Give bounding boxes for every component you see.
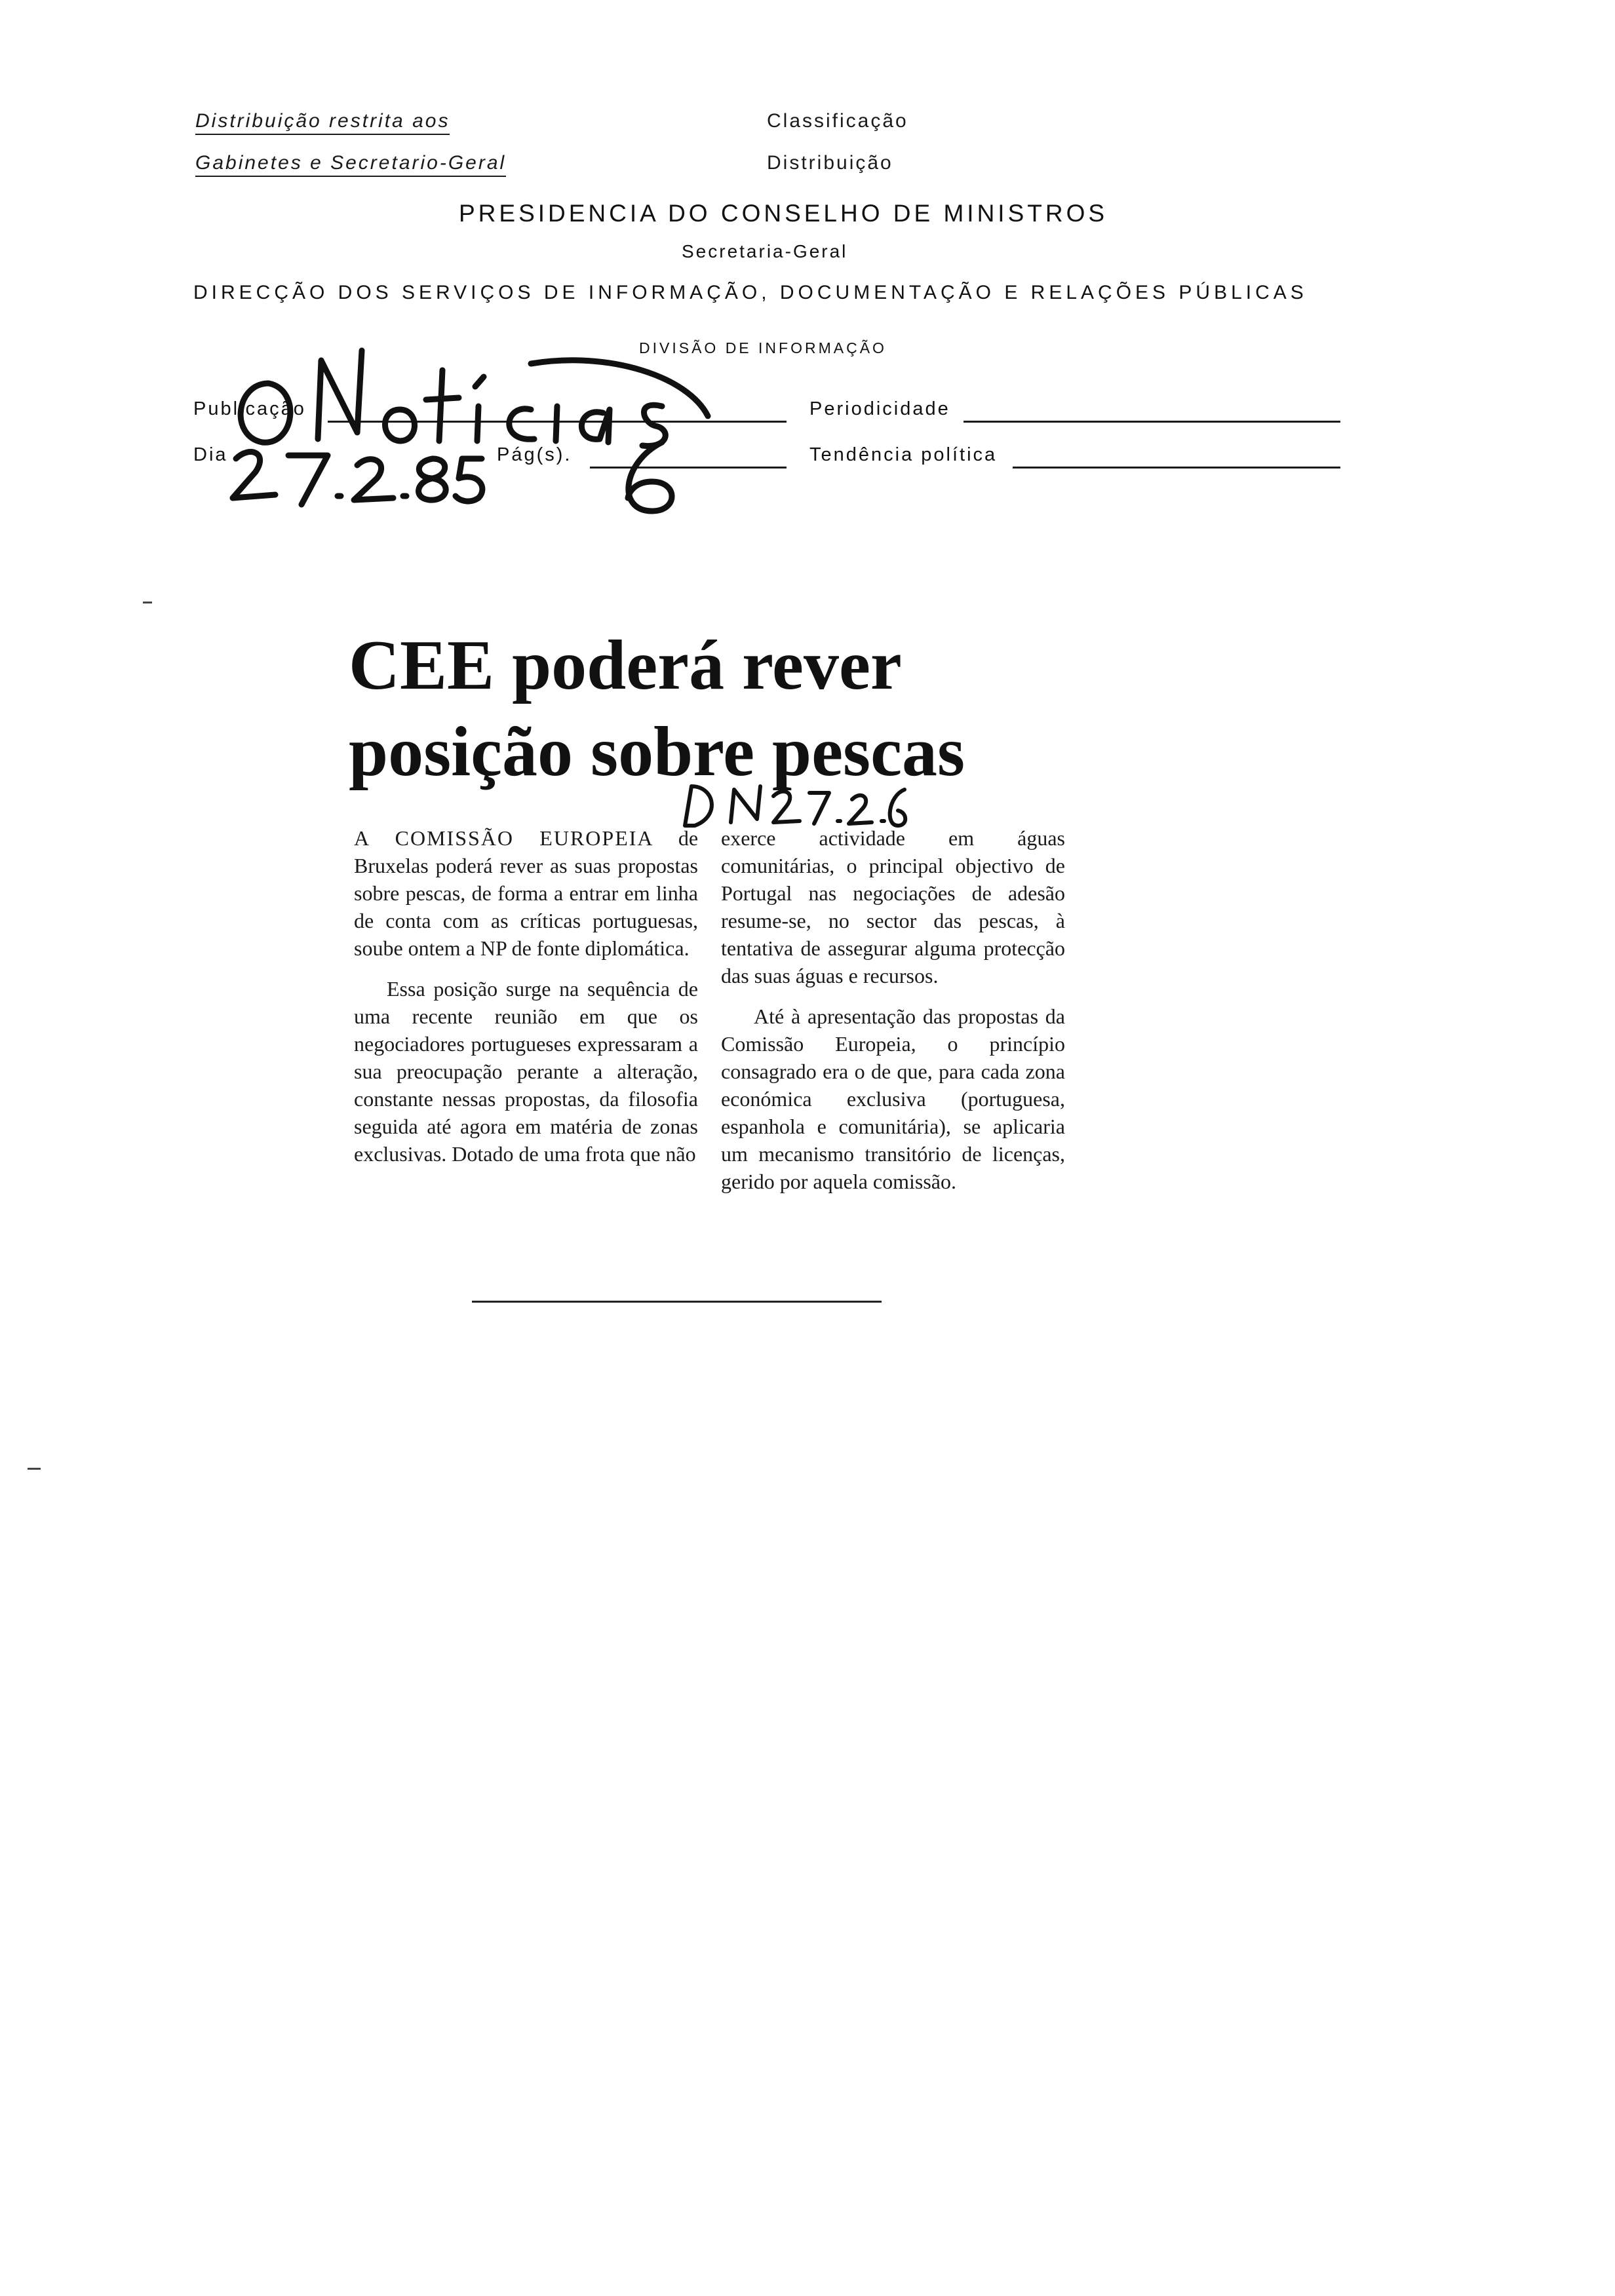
pages-label: Pág(s). [497,444,572,465]
distribution-restriction-line2: Gabinetes e Secretario-Geral [195,152,506,177]
scan-speck [28,1468,41,1470]
scan-speck [143,602,152,603]
article-paragraph: Essa posição surge na sequência de uma recente reunião em que os negociadores portugueses expressaram a sua preocupação perante a alteração, constante nessas propostas, da filosofia seguida até agora em matéria de zonas exclusivas. Dotado de uma frota que não [354,977,698,1166]
handwritten-publication-stroke [385,410,415,441]
article-column-left [354,824,698,1181]
distribution-label: Distribuição [767,152,893,174]
article-lead-caps: A COMISSÃO EUROPEIA [354,826,654,850]
political-tendency-field-line [1013,467,1340,469]
handwritten-publication-stroke [556,406,557,441]
handwritten-date-stroke [233,452,275,498]
institution-title: PRESIDENCIA DO CONSELHO DE MINISTROS [459,200,1108,227]
article-end-rule [472,1301,882,1303]
handwritten-date-stroke [288,455,328,505]
article-headline: CEE poderá rever posição sobre pescas [349,626,965,791]
handwritten-publication-stroke [581,410,610,442]
classification-label: Classificação [767,110,908,132]
periodicity-label: Periodicidade [809,398,950,419]
day-label: Dia [193,444,228,465]
handwritten-annotation [190,324,846,514]
article-paragraph-text: de Bruxelas poderá rever as suas propostas sobre pescas, de forma a entrar em linha de conta com as críticas portuguesas, soube ontem a NP de fonte diplomática. [354,826,699,960]
distribution-restriction-line1: Distribuição restrita aos [195,110,450,135]
handwritten-publication-stroke [426,370,459,441]
handwritten-publication-stroke [475,377,484,441]
handwritten-date-stroke [456,459,482,501]
handwritten-publication-stroke [509,409,534,439]
article-paragraph [354,824,698,962]
political-tendency-label: Tendência política [809,444,998,465]
directorate-line: DIRECÇÃO DOS SERVIÇOS DE INFORMAÇÃO, DOCUMENTAÇÃO E RELAÇÕES PÚBLICAS [193,282,1308,303]
handwritten-date-stroke [419,459,446,500]
handwritten-date-stroke [354,459,393,500]
article-paragraph: Até à apresentação das propostas da Comissão Europeia, o princípio consagrado era o de que, para cada zona económica exclusiva (portuguesa, espanhola e comunitária), se aplicaria um mecanismo transitório de licenças, gerido por aquela comissão. [721,1004,1065,1193]
handwritten-publication-stroke [241,383,290,442]
handwritten-page-stroke [628,442,672,511]
secretariat-subtitle: Secretaria-Geral [682,241,848,261]
division-line: DIVISÃO DE INFORMAÇÃO [639,339,887,356]
periodicity-field-line [963,421,1340,423]
article-column-right [721,824,1065,1208]
article-paragraph: exerce actividade em águas comunitárias, o principal objectivo de Portugal nas negociações de adesão resume-se, no sector das pescas, à tentativa de assegurar alguma protecção das suas águas e recursos. [721,826,1065,987]
publication-label: Publicação [193,398,306,419]
handwritten-publication-stroke [318,351,362,439]
